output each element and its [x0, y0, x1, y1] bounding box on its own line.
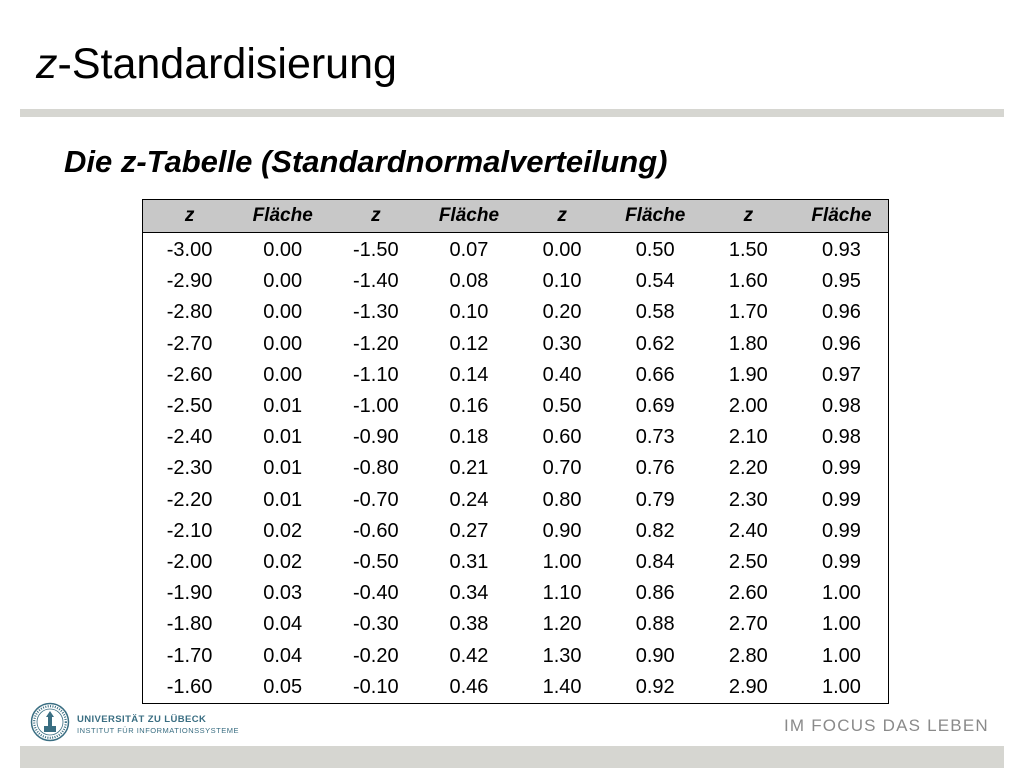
z-value-cell: -0.10 — [353, 675, 399, 698]
z-value-cell: 1.70 — [728, 301, 768, 324]
z-value-cell: -1.40 — [353, 270, 399, 293]
z-value-cell: -0.30 — [353, 613, 399, 636]
z-value-cell: 2.00 — [728, 395, 768, 418]
area-value-cell: 0.34 — [449, 582, 489, 605]
column-header-z: z — [143, 200, 236, 233]
area-value-cell: 0.98 — [821, 395, 861, 418]
column-header-z: z — [702, 200, 795, 233]
area-value-cell: 1.00 — [821, 582, 861, 605]
area-value-cell: 0.27 — [449, 519, 489, 542]
slide-title-rest: -Standardisierung — [57, 40, 397, 88]
title-divider — [20, 109, 1004, 117]
area-value-cell: 0.08 — [449, 270, 489, 293]
z-value-cell: -2.20 — [166, 488, 213, 511]
area-value-cell: 0.14 — [449, 363, 489, 386]
area-value-cell: 0.01 — [263, 395, 303, 418]
table-row — [143, 453, 888, 484]
z-value-cell: 2.30 — [728, 488, 768, 511]
area-value-cell: 0.96 — [821, 332, 861, 355]
z-value-cell: -1.60 — [166, 675, 213, 698]
table-row — [143, 609, 888, 640]
table-body — [143, 233, 888, 703]
area-value-cell: 0.97 — [821, 363, 861, 386]
z-value-cell: -3.00 — [166, 239, 213, 262]
area-value-cell: 0.00 — [263, 301, 303, 324]
z-value-cell: 2.60 — [728, 582, 768, 605]
z-value-cell: 2.90 — [728, 675, 768, 698]
area-value-cell: 0.99 — [821, 488, 861, 511]
area-value-cell: 0.21 — [449, 457, 489, 480]
area-value-cell: 0.46 — [449, 675, 489, 698]
z-value-cell: -1.00 — [353, 395, 399, 418]
z-value-cell: -1.80 — [166, 613, 213, 636]
z-value-cell: -2.10 — [166, 519, 213, 542]
slide-title — [36, 36, 397, 92]
column-header-flaeche: Fläche — [795, 200, 888, 233]
area-value-cell: 0.00 — [263, 270, 303, 293]
z-value-cell: 1.90 — [728, 363, 768, 386]
area-value-cell: 0.24 — [449, 488, 489, 511]
table-row — [143, 485, 888, 516]
z-value-cell: 0.70 — [542, 457, 582, 480]
z-value-cell: -2.80 — [166, 301, 213, 324]
area-value-cell: 0.90 — [635, 644, 675, 667]
table-header-row — [143, 200, 888, 233]
area-value-cell: 0.82 — [635, 519, 675, 542]
area-value-cell: 1.00 — [821, 613, 861, 636]
area-value-cell: 0.88 — [635, 613, 675, 636]
z-value-cell: 0.50 — [542, 395, 582, 418]
z-value-cell: 0.30 — [542, 332, 582, 355]
area-value-cell: 0.00 — [263, 332, 303, 355]
z-value-cell: 0.40 — [542, 363, 582, 386]
z-value-cell: -2.90 — [166, 270, 213, 293]
z-value-cell: 0.10 — [542, 270, 582, 293]
university-name: UNIVERSITÄT ZU LÜBECK — [77, 714, 207, 725]
z-table — [143, 200, 888, 703]
column-header-flaeche: Fläche — [422, 200, 515, 233]
z-value-cell: 1.40 — [542, 675, 582, 698]
area-value-cell: 0.99 — [821, 519, 861, 542]
z-value-cell: 1.50 — [728, 239, 768, 262]
area-value-cell: 0.02 — [263, 519, 303, 542]
area-value-cell: 0.73 — [635, 426, 675, 449]
z-value-cell: 0.00 — [542, 239, 582, 262]
area-value-cell: 0.84 — [635, 550, 675, 573]
university-slogan: IM FOCUS DAS LEBEN — [784, 716, 989, 735]
area-value-cell: 0.00 — [263, 363, 303, 386]
table-row — [143, 297, 888, 328]
table-row — [143, 578, 888, 609]
z-value-cell: -1.10 — [353, 363, 399, 386]
table-row — [143, 422, 888, 453]
area-value-cell: 0.69 — [635, 395, 675, 418]
z-value-cell: 1.00 — [542, 550, 582, 573]
z-value-cell: -1.20 — [353, 332, 399, 355]
area-value-cell: 0.42 — [449, 644, 489, 667]
z-value-cell: 1.60 — [728, 270, 768, 293]
area-value-cell: 0.02 — [263, 550, 303, 573]
slide-title-z: z — [36, 40, 58, 88]
area-value-cell: 0.04 — [263, 613, 303, 636]
z-value-cell: 0.60 — [542, 426, 582, 449]
area-value-cell: 0.79 — [635, 488, 675, 511]
table-row — [143, 266, 888, 297]
area-value-cell: 0.86 — [635, 582, 675, 605]
area-value-cell: 0.99 — [821, 550, 861, 573]
table-row — [143, 391, 888, 422]
z-value-cell: 0.90 — [542, 519, 582, 542]
z-value-cell: 0.80 — [542, 488, 582, 511]
area-value-cell: 0.98 — [821, 426, 861, 449]
table-row — [143, 547, 888, 578]
area-value-cell: 0.99 — [821, 457, 861, 480]
area-value-cell: 0.16 — [449, 395, 489, 418]
z-value-cell: -1.70 — [166, 644, 213, 667]
z-value-cell: 2.10 — [728, 426, 768, 449]
z-value-cell: 2.80 — [728, 644, 768, 667]
z-value-cell: -1.50 — [353, 239, 399, 262]
area-value-cell: 0.04 — [263, 644, 303, 667]
area-value-cell: 0.05 — [263, 675, 303, 698]
area-value-cell: 0.62 — [635, 332, 675, 355]
z-value-cell: -0.70 — [353, 488, 399, 511]
slide-subtitle: Die z-Tabelle (Standardnormalverteilung) — [64, 144, 668, 179]
z-value-cell: 2.70 — [728, 613, 768, 636]
z-value-cell: 2.50 — [728, 550, 768, 573]
z-table-frame — [142, 199, 889, 704]
table-row — [143, 360, 888, 391]
z-value-cell: 0.20 — [542, 301, 582, 324]
area-value-cell: 0.07 — [449, 239, 489, 262]
z-value-cell: -2.70 — [166, 332, 213, 355]
z-value-cell: 2.40 — [728, 519, 768, 542]
z-value-cell: 2.20 — [728, 457, 768, 480]
z-value-cell: -0.20 — [353, 644, 399, 667]
z-value-cell: -0.90 — [353, 426, 399, 449]
z-value-cell: -2.60 — [166, 363, 213, 386]
z-value-cell: -0.60 — [353, 519, 399, 542]
z-value-cell: -0.40 — [353, 582, 399, 605]
area-value-cell: 0.95 — [821, 270, 861, 293]
column-header-z: z — [516, 200, 609, 233]
area-value-cell: 0.93 — [821, 239, 861, 262]
z-value-cell: -2.50 — [166, 395, 213, 418]
column-header-flaeche: Fläche — [609, 200, 702, 233]
area-value-cell: 0.18 — [449, 426, 489, 449]
z-value-cell: -0.80 — [353, 457, 399, 480]
area-value-cell: 0.58 — [635, 301, 675, 324]
area-value-cell: 0.01 — [263, 457, 303, 480]
area-value-cell: 0.66 — [635, 363, 675, 386]
z-value-cell: -1.90 — [166, 582, 213, 605]
university-seal-icon — [30, 702, 70, 742]
area-value-cell: 1.00 — [821, 675, 861, 698]
z-value-cell: 1.10 — [542, 582, 582, 605]
table-row — [143, 516, 888, 547]
area-value-cell: 0.31 — [449, 550, 489, 573]
area-value-cell: 0.38 — [449, 613, 489, 636]
institute-name: INSTITUT FÜR INFORMATIONSSYSTEME — [77, 726, 239, 735]
z-value-cell: -0.50 — [353, 550, 399, 573]
area-value-cell: 0.01 — [263, 488, 303, 511]
area-value-cell: 0.00 — [263, 239, 303, 262]
z-value-cell: 1.30 — [542, 644, 582, 667]
z-value-cell: 1.80 — [728, 332, 768, 355]
column-header-z: z — [329, 200, 422, 233]
footer-bar — [20, 746, 1004, 768]
area-value-cell: 0.50 — [635, 239, 675, 262]
z-value-cell: -2.40 — [166, 426, 213, 449]
area-value-cell: 0.12 — [449, 332, 489, 355]
area-value-cell: 0.92 — [635, 675, 675, 698]
z-value-cell: -2.30 — [166, 457, 213, 480]
table-row — [143, 329, 888, 360]
table-row — [143, 640, 888, 671]
area-value-cell: 0.54 — [635, 270, 675, 293]
area-value-cell: 0.03 — [263, 582, 303, 605]
area-value-cell: 1.00 — [821, 644, 861, 667]
z-value-cell: -2.00 — [166, 550, 213, 573]
z-value-cell: 1.20 — [542, 613, 582, 636]
table-row — [143, 233, 888, 267]
table-row — [143, 672, 888, 703]
area-value-cell: 0.01 — [263, 426, 303, 449]
column-header-flaeche: Fläche — [236, 200, 329, 233]
z-value-cell: -1.30 — [353, 301, 399, 324]
area-value-cell: 0.10 — [449, 301, 489, 324]
area-value-cell: 0.96 — [821, 301, 861, 324]
area-value-cell: 0.76 — [635, 457, 675, 480]
